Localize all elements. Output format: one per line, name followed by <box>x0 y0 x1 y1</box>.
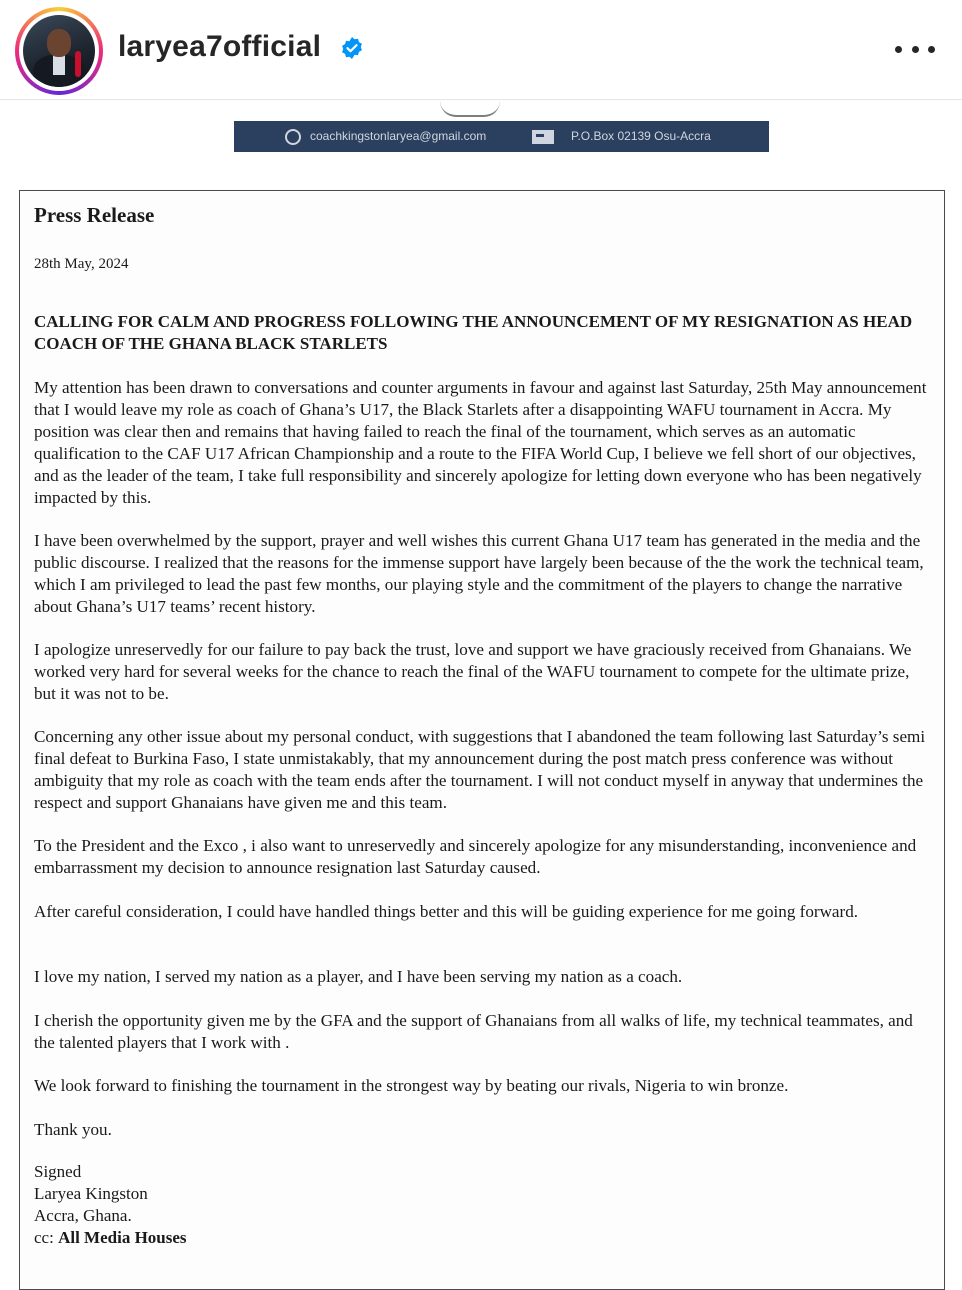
avatar-frame <box>19 11 99 91</box>
paragraph: Thank you. <box>34 1120 112 1139</box>
document-headline: CALLING FOR CALM AND PROGRESS FOLLOWING THE ANNOUNCEMENT OF MY RESIGNATION AS HEAD COACH OF THE GHANA BLACK STARLETS <box>34 312 913 353</box>
avatar[interactable] <box>23 15 95 87</box>
cc-label: cc: <box>34 1228 54 1247</box>
paragraph: After careful consideration, I could have handled things better and this will be guiding experience for me going forward. <box>34 902 859 921</box>
signer-location: Accra, Ghana. <box>34 1206 132 1225</box>
verified-badge-icon <box>340 36 364 60</box>
signer-name: Laryea Kingston <box>34 1184 148 1203</box>
avatar-face <box>47 29 71 57</box>
paragraph: We look forward to finishing the tournament in the strongest way by beating our rivals, Nigeria to win bronze. <box>34 1076 789 1095</box>
story-ring[interactable] <box>15 7 103 95</box>
document-date: 28th May, 2024 <box>34 256 129 272</box>
avatar-microphone <box>75 51 81 77</box>
signature-block <box>34 1161 187 1249</box>
cc-value: All Media Houses <box>58 1228 187 1247</box>
cc-line <box>34 1227 187 1249</box>
paragraph: I have been overwhelmed by the support, prayer and well wishes this current Ghana U17 team has generated in the media and the public discourse. I realized that the reasons for the immense support have largely been because of the the work the technical team, which I am privileged to lead the past few months, our playing style and the commitment of the players to change the narrative about Ghana’s U17 teams’ recent history. <box>34 531 924 616</box>
paragraph: To the President and the Exco , i also want to unreservedly and sincerely apologize for any misunderstanding, inconvenience and embarrassment my decision to announce resignation last Saturday caused. <box>34 836 917 877</box>
paragraph: I cherish the opportunity given me by the GFA and the support of Ghanaians from all walks of life, my technical teammates, and the talented players that I work with . <box>34 1011 913 1052</box>
document-title: Press Release <box>34 203 155 227</box>
post-header <box>0 0 962 100</box>
press-release-document <box>19 190 945 1290</box>
email-icon <box>285 129 301 145</box>
more-dot <box>895 46 902 53</box>
more-dot <box>912 46 919 53</box>
more-dot <box>928 46 935 53</box>
letterhead-contact-bar <box>234 121 769 152</box>
username[interactable]: laryea7official <box>118 30 322 63</box>
mailbox-icon <box>532 130 554 144</box>
letterhead-email: coachkingstonlaryea@gmail.com <box>310 129 487 143</box>
signed-label: Signed <box>34 1162 82 1181</box>
paragraph: I love my nation, I served my nation as a player, and I have been serving my nation as a coach. <box>34 967 683 986</box>
letterhead-address: P.O.Box 02139 Osu-Accra <box>571 129 711 143</box>
more-options-icon[interactable] <box>895 44 935 54</box>
paragraph: I apologize unreservedly for our failure to pay back the trust, love and support we have graciously received from Ghanaians. We worked very hard for several weeks for the chance to reach the final of the WAFU tournament to compete for the ultimate prize, but it was not to be. <box>34 640 912 703</box>
avatar-shirt <box>53 55 65 75</box>
letterhead-seal <box>440 101 500 117</box>
paragraph: My attention has been drawn to conversations and counter arguments in favour and against last Saturday, 25th May announcement that I would leave my role as coach of Ghana’s U17, the Black Starlets after a disappointing WAFU tournament in Accra. My position was clear then and remains that having failed to reach the final of the tournament, which serves as an automatic qualification to the CAF U17 African Championship and a route to the FIFA World Cup, I believe we fell short of our objectives, and as the leader of the team, I take full responsibility and sincerely apologize for letting down everyone who has been negatively impacted by this. <box>34 378 927 507</box>
paragraph: Concerning any other issue about my personal conduct, with suggestions that I abandoned the team following last Saturday’s semi final defeat to Burkina Faso, I state unmistakably, that my announcement during the post match press conference was without ambiguity that my role as coach with the team ends after the tournament. I will not conduct myself in anyway that undermines the respect and support Ghanaians have given me and this team. <box>34 727 926 812</box>
